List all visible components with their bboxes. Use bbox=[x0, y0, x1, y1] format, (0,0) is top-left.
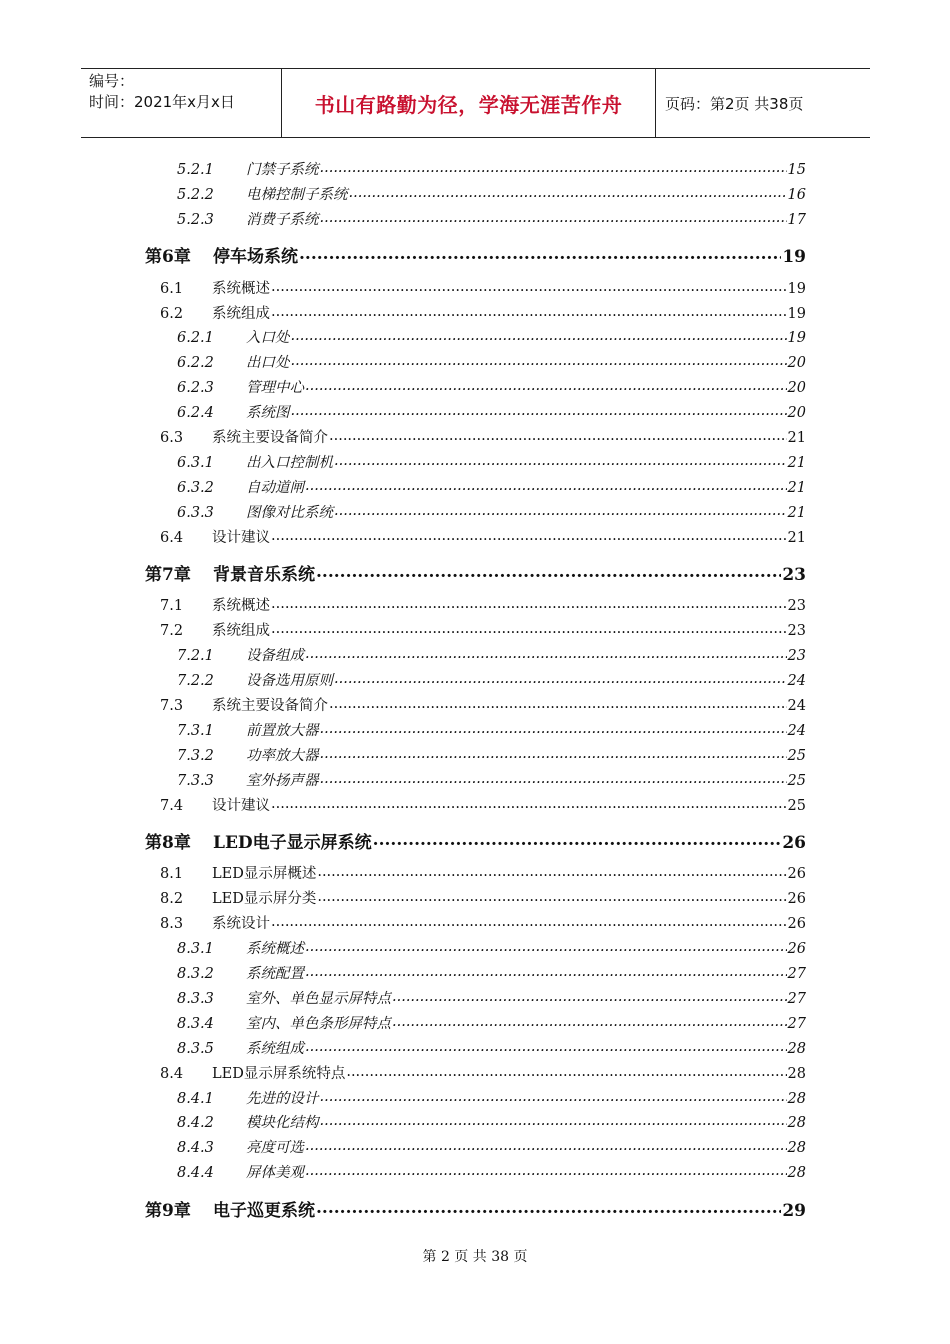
toc-entry[interactable] bbox=[177, 769, 806, 790]
toc-entry-page: 26 bbox=[787, 916, 806, 933]
toc-entry-title: 亮度可选 bbox=[246, 1140, 304, 1157]
toc-entry[interactable] bbox=[177, 744, 806, 765]
toc-entry-number: 7.4 bbox=[160, 797, 184, 814]
header-motto: 书山有路勤为径，学海无涯苦作舟 bbox=[314, 92, 623, 117]
toc-entry-number: 6.2.1 bbox=[177, 330, 214, 347]
toc-chapter-entry[interactable] bbox=[145, 242, 806, 267]
header-motto-cell bbox=[282, 69, 656, 137]
toc-leader-dots bbox=[305, 477, 787, 492]
toc-entry-page: 28 bbox=[787, 1090, 806, 1107]
toc-leader-dots bbox=[316, 563, 781, 580]
toc-leader-dots bbox=[320, 1088, 787, 1103]
toc-entry-page: 28 bbox=[787, 1065, 806, 1082]
toc-entry-title: 屏体美观 bbox=[246, 1165, 304, 1182]
toc-leader-dots bbox=[317, 864, 786, 879]
toc-entry-title: 系统主要设备简介 bbox=[212, 698, 328, 714]
toc-entry-page: 27 bbox=[787, 966, 806, 982]
toc-leader-dots bbox=[305, 1038, 787, 1053]
toc-entry[interactable] bbox=[160, 887, 806, 908]
toc-entry-title: LED显示屏概述 bbox=[212, 866, 317, 883]
toc-leader-dots bbox=[320, 720, 787, 735]
toc-entry[interactable] bbox=[177, 644, 806, 665]
time-label: 时间：2021年x月x日 bbox=[89, 93, 235, 111]
toc-entry-number: 第6章 bbox=[145, 247, 191, 268]
toc-entry-page: 29 bbox=[782, 1200, 806, 1221]
toc-entry-number: 6.3.2 bbox=[177, 479, 214, 496]
toc-entry-page: 19 bbox=[787, 280, 806, 297]
toc-entry-page: 25 bbox=[787, 797, 806, 814]
toc-entry-number: 6.3 bbox=[160, 430, 184, 446]
toc-chapter-entry[interactable] bbox=[145, 560, 806, 585]
toc-entry-title: 室内、单色条形屏特点 bbox=[246, 1015, 391, 1032]
toc-entry[interactable] bbox=[177, 208, 806, 229]
toc-entry[interactable] bbox=[160, 302, 806, 323]
toc-leader-dots bbox=[320, 745, 787, 760]
toc-entry-title: 图像对比系统 bbox=[246, 504, 333, 521]
toc-leader-dots bbox=[291, 353, 787, 368]
toc-entry-page: 21 bbox=[787, 479, 806, 496]
toc-leader-dots bbox=[349, 184, 787, 199]
toc-entry-number: 6.2.2 bbox=[177, 355, 214, 372]
toc-entry[interactable] bbox=[177, 376, 806, 397]
toc-entry-title: 设备组成 bbox=[246, 648, 304, 665]
toc-entry-page: 23 bbox=[787, 598, 806, 615]
toc-entry-title: 系统组成 bbox=[246, 1040, 304, 1057]
toc-entry-number: 6.3.3 bbox=[177, 504, 214, 521]
toc-entry[interactable] bbox=[177, 401, 806, 422]
toc-entry-page: 21 bbox=[787, 430, 806, 446]
toc-leader-dots bbox=[329, 696, 787, 711]
toc-entry-number: 6.2.4 bbox=[177, 405, 214, 422]
toc-entry-page: 19 bbox=[787, 305, 806, 322]
toc-entry-number: 7.2.1 bbox=[177, 648, 214, 665]
toc-leader-dots bbox=[320, 1113, 787, 1128]
toc-entry-title: 系统概述 bbox=[212, 598, 270, 615]
toc-entry-title: LED显示屏分类 bbox=[212, 891, 317, 908]
toc-entry-number: 7.3 bbox=[160, 698, 184, 714]
toc-entry-number: 第8章 bbox=[145, 833, 191, 853]
toc-entry-number: 7.1 bbox=[160, 598, 184, 615]
toc-leader-dots bbox=[305, 1163, 787, 1178]
toc-entry-number: 8.3.2 bbox=[177, 966, 214, 982]
toc-leader-dots bbox=[316, 1199, 781, 1216]
toc-entry-title: 电梯控制子系统 bbox=[246, 186, 348, 203]
toc-leader-dots bbox=[334, 671, 787, 686]
toc-leader-dots bbox=[291, 403, 787, 418]
toc-entry-page: 23 bbox=[787, 623, 806, 640]
toc-entry[interactable] bbox=[160, 794, 806, 815]
toc-leader-dots bbox=[271, 621, 787, 636]
toc-entry-number: 8.4.1 bbox=[177, 1090, 214, 1107]
toc-entry-number: 8.3.1 bbox=[177, 941, 214, 958]
toc-chapter-entry[interactable] bbox=[145, 828, 806, 853]
toc-entry-title: 模块化结构 bbox=[246, 1115, 319, 1132]
toc-entry[interactable] bbox=[177, 1136, 806, 1157]
toc-leader-dots bbox=[305, 939, 787, 954]
toc-entry-title: 停车场系统 bbox=[213, 247, 298, 268]
toc-leader-dots bbox=[299, 245, 781, 262]
toc-entry-page: 23 bbox=[782, 565, 806, 585]
toc-entry-number: 8.4.2 bbox=[177, 1115, 214, 1132]
toc-entry-page: 26 bbox=[787, 891, 806, 908]
header-page-info-cell bbox=[656, 69, 870, 137]
toc-entry-number: 5.2.2 bbox=[177, 186, 214, 203]
toc-entry-number: 6.2 bbox=[160, 305, 184, 322]
toc-leader-dots bbox=[271, 914, 787, 929]
toc-entry-number: 7.3.3 bbox=[177, 772, 214, 789]
toc-entry-page: 23 bbox=[787, 648, 806, 665]
toc-entry[interactable] bbox=[177, 1037, 806, 1058]
toc-leader-dots bbox=[320, 770, 787, 785]
toc-entry-title: 出口处 bbox=[246, 355, 290, 372]
toc-leader-dots bbox=[271, 278, 787, 293]
toc-entry[interactable] bbox=[177, 451, 806, 472]
toc-entry-title: 设计建议 bbox=[212, 529, 270, 546]
toc-leader-dots bbox=[373, 831, 782, 848]
toc-entry-number: 6.3.1 bbox=[177, 454, 214, 471]
toc-entry-title: LED电子显示屏系统 bbox=[213, 833, 372, 853]
toc-entry[interactable] bbox=[177, 1012, 806, 1033]
toc-entry-page: 26 bbox=[787, 941, 806, 958]
toc-entry-page: 27 bbox=[787, 1015, 806, 1032]
number-label: 编号： bbox=[89, 72, 135, 90]
toc-leader-dots bbox=[320, 160, 787, 175]
toc-entry-title: 设计建议 bbox=[212, 797, 270, 814]
toc-leader-dots bbox=[392, 1013, 787, 1028]
toc-leader-dots bbox=[271, 527, 787, 542]
toc-entry-page: 19 bbox=[787, 330, 806, 347]
toc-entry[interactable] bbox=[177, 937, 806, 958]
toc-entry-number: 8.4 bbox=[160, 1065, 184, 1082]
toc-entry[interactable] bbox=[177, 158, 806, 179]
toc-entry[interactable] bbox=[160, 594, 806, 615]
toc-entry-title: 室外扬声器 bbox=[246, 772, 319, 789]
toc-entry-title: 前置放大器 bbox=[246, 722, 319, 739]
toc-entry[interactable] bbox=[160, 426, 806, 447]
toc-entry-page: 26 bbox=[787, 866, 806, 883]
toc-entry-page: 27 bbox=[787, 990, 806, 1007]
toc-entry-page: 20 bbox=[787, 380, 806, 397]
page-footer: 第 2 页 共 38 页 bbox=[422, 1249, 528, 1265]
toc-entry[interactable] bbox=[177, 669, 806, 690]
toc-leader-dots bbox=[271, 596, 787, 611]
toc-entry-number: 5.2.3 bbox=[177, 211, 214, 228]
toc-entry-number: 7.2 bbox=[160, 623, 184, 640]
toc-entry-number: 8.3.3 bbox=[177, 990, 214, 1007]
toc-chapter-entry[interactable] bbox=[145, 1196, 806, 1221]
toc-entry-page: 21 bbox=[787, 454, 806, 471]
toc-entry-number: 7.3.1 bbox=[177, 722, 214, 739]
toc-leader-dots bbox=[392, 988, 787, 1003]
toc-entry-title: 系统概述 bbox=[246, 941, 304, 958]
toc-entry[interactable] bbox=[177, 719, 806, 740]
toc-entry-number: 8.3.5 bbox=[177, 1040, 214, 1057]
toc-leader-dots bbox=[317, 889, 786, 904]
toc-entry-number: 8.4.3 bbox=[177, 1140, 214, 1157]
toc-entry-page: 24 bbox=[787, 722, 806, 739]
toc-entry-number: 8.2 bbox=[160, 891, 184, 908]
header-page-info: 页码：第2页 共38页 bbox=[665, 94, 804, 113]
toc-entry-title: 室外、单色显示屏特点 bbox=[246, 990, 391, 1007]
toc-entry[interactable] bbox=[177, 962, 806, 983]
toc-entry-title: 系统图 bbox=[246, 405, 290, 422]
toc-entry-title: 系统组成 bbox=[212, 305, 270, 322]
toc-entry-page: 25 bbox=[787, 772, 806, 789]
document-header bbox=[81, 68, 870, 138]
toc-entry-page: 24 bbox=[787, 698, 806, 714]
toc-entry-title: 设备选用原则 bbox=[246, 673, 333, 690]
toc-entry-title: 系统配置 bbox=[246, 966, 304, 982]
toc-entry-title: 入口处 bbox=[246, 330, 290, 347]
toc-entry-page: 28 bbox=[787, 1115, 806, 1132]
toc-entry[interactable] bbox=[177, 1111, 806, 1132]
toc-entry-title: 门禁子系统 bbox=[246, 162, 319, 178]
toc-entry-page: 19 bbox=[782, 247, 806, 268]
toc-entry-title: 消费子系统 bbox=[246, 211, 319, 228]
toc-entry[interactable] bbox=[177, 326, 806, 347]
toc-entry-page: 20 bbox=[787, 405, 806, 422]
toc-leader-dots bbox=[271, 303, 787, 318]
toc-entry-number: 8.4.4 bbox=[177, 1165, 214, 1182]
toc-leader-dots bbox=[271, 795, 787, 810]
toc-entry[interactable] bbox=[177, 183, 806, 204]
toc-entry[interactable] bbox=[177, 1087, 806, 1108]
toc-entry-page: 24 bbox=[787, 673, 806, 690]
toc-entry[interactable] bbox=[160, 694, 806, 715]
toc-entry[interactable] bbox=[177, 501, 806, 522]
toc-leader-dots bbox=[329, 428, 787, 443]
toc-entry-title: 系统设计 bbox=[212, 916, 270, 933]
toc-entry-title: 功率放大器 bbox=[246, 747, 319, 764]
toc-entry-title: 系统组成 bbox=[212, 623, 270, 640]
toc-entry[interactable] bbox=[177, 1161, 806, 1182]
toc-entry-page: 25 bbox=[787, 747, 806, 764]
toc-leader-dots bbox=[305, 1138, 787, 1153]
toc-entry-title: 出入口控制机 bbox=[246, 454, 333, 471]
toc-entry[interactable] bbox=[160, 619, 806, 640]
toc-leader-dots bbox=[305, 964, 787, 979]
toc-entry[interactable] bbox=[160, 912, 806, 933]
toc-entry-number: 5.2.1 bbox=[177, 162, 214, 178]
toc-entry-page: 21 bbox=[787, 529, 806, 546]
toc-entry-title: 自动道闸 bbox=[246, 479, 304, 496]
toc-entry-title: 背景音乐系统 bbox=[213, 565, 315, 585]
toc-entry[interactable] bbox=[160, 277, 806, 298]
toc-entry-number: 第9章 bbox=[145, 1200, 191, 1221]
toc-leader-dots bbox=[291, 328, 787, 343]
toc-entry-number: 第7章 bbox=[145, 565, 191, 585]
toc-entry[interactable] bbox=[177, 987, 806, 1008]
toc-entry-number: 7.2.2 bbox=[177, 673, 214, 690]
toc-entry-page: 17 bbox=[787, 211, 806, 228]
toc-leader-dots bbox=[320, 209, 787, 224]
toc-leader-dots bbox=[305, 378, 787, 393]
toc-entry-page: 20 bbox=[787, 355, 806, 372]
toc-entry-page: 28 bbox=[787, 1140, 806, 1157]
toc-entry-number: 6.4 bbox=[160, 529, 184, 546]
toc-leader-dots bbox=[334, 452, 787, 467]
toc-entry-title: 电子巡更系统 bbox=[213, 1200, 315, 1221]
toc-entry-title: 系统概述 bbox=[212, 280, 270, 297]
toc-entry-page: 15 bbox=[787, 162, 806, 178]
toc-entry-number: 6.2.3 bbox=[177, 380, 214, 397]
toc-entry-page: 16 bbox=[787, 186, 806, 203]
toc-entry-number: 8.1 bbox=[160, 866, 184, 883]
toc-entry[interactable] bbox=[177, 476, 806, 497]
toc-entry-number: 6.1 bbox=[160, 280, 184, 297]
toc-entry[interactable] bbox=[160, 862, 806, 883]
toc-entry-page: 28 bbox=[787, 1165, 806, 1182]
toc-entry-page: 21 bbox=[787, 504, 806, 521]
toc-leader-dots bbox=[346, 1063, 786, 1078]
toc-entry-number: 8.3 bbox=[160, 916, 184, 933]
toc-entry-title: 管理中心 bbox=[246, 380, 304, 397]
toc-entry[interactable] bbox=[160, 526, 806, 547]
toc-leader-dots bbox=[334, 502, 787, 517]
toc-entry-title: 先进的设计 bbox=[246, 1090, 319, 1107]
toc-entry-page: 26 bbox=[782, 833, 806, 853]
toc-entry-number: 8.3.4 bbox=[177, 1015, 214, 1032]
toc-entry-page: 28 bbox=[787, 1040, 806, 1057]
header-meta bbox=[81, 69, 282, 137]
toc-entry[interactable] bbox=[160, 1062, 806, 1083]
toc-entry-title: LED显示屏系统特点 bbox=[212, 1065, 346, 1082]
toc-leader-dots bbox=[305, 646, 787, 661]
toc-entry[interactable] bbox=[177, 351, 806, 372]
toc-entry-title: 系统主要设备简介 bbox=[212, 430, 328, 446]
toc-entry-number: 7.3.2 bbox=[177, 747, 214, 764]
